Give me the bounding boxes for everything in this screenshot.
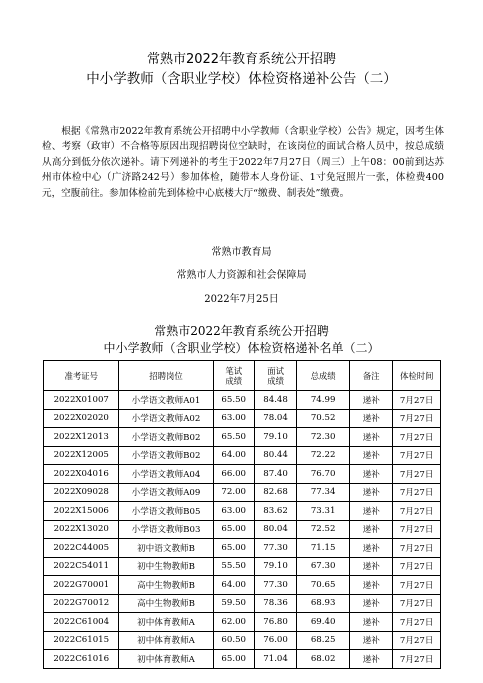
cell-time: 7月27日 <box>393 391 441 410</box>
header-written-line1: 笔试 <box>225 365 243 376</box>
cell-written: 65.00 <box>213 520 254 539</box>
cell-post: 小学语文教师B03 <box>119 520 213 539</box>
cell-id: 2022X04016 <box>44 465 119 484</box>
cell-total: 72.52 <box>297 520 350 539</box>
cell-id: 2022C61016 <box>44 650 119 669</box>
table-row <box>44 520 441 539</box>
cell-id: 2022C44005 <box>44 539 119 558</box>
cell-total: 72.22 <box>297 446 350 465</box>
cell-time: 7月27日 <box>393 465 441 484</box>
header-total: 总成绩 <box>297 361 350 391</box>
cell-total: 77.34 <box>297 483 350 502</box>
signature-org-hr: 常熟市人力资源和社会保障局 <box>176 270 307 281</box>
cell-total: 68.25 <box>297 631 350 650</box>
cell-written: 62.00 <box>213 613 254 632</box>
cell-post: 初中体育教师A <box>119 631 213 650</box>
cell-id: 2022X12005 <box>44 446 119 465</box>
table-row <box>44 594 441 613</box>
cell-time: 7月27日 <box>393 594 441 613</box>
cell-time: 7月27日 <box>393 613 441 632</box>
signature-org-education: 常熟市教育局 <box>211 247 272 258</box>
cell-written: 60.50 <box>213 631 254 650</box>
cell-interview: 87.40 <box>254 465 296 484</box>
cell-note: 递补 <box>349 520 392 539</box>
cell-interview: 77.30 <box>254 539 296 558</box>
cell-post: 高中生物教师B <box>119 594 213 613</box>
cell-post: 高中生物教师B <box>119 576 213 595</box>
cell-time: 7月27日 <box>393 483 441 502</box>
header-post: 招聘岗位 <box>119 361 213 391</box>
cell-written: 59.50 <box>213 594 254 613</box>
candidate-table <box>43 360 441 669</box>
cell-id: 2022X01007 <box>44 391 119 410</box>
cell-note: 递补 <box>349 446 392 465</box>
cell-time: 7月27日 <box>393 650 441 669</box>
cell-interview: 83.62 <box>254 502 296 521</box>
cell-id: 2022C54011 <box>44 557 119 576</box>
cell-id: 2022X09028 <box>44 483 119 502</box>
cell-note: 递补 <box>349 576 392 595</box>
cell-note: 递补 <box>349 613 392 632</box>
table-row <box>44 502 441 521</box>
table-row <box>44 613 441 632</box>
cell-time: 7月27日 <box>393 428 441 447</box>
table-row <box>44 539 441 558</box>
cell-written: 65.50 <box>213 391 254 410</box>
cell-note: 递补 <box>349 650 392 669</box>
cell-note: 递补 <box>349 539 392 558</box>
cell-post: 小学语文教师B02 <box>119 428 213 447</box>
table-row <box>44 428 441 447</box>
cell-total: 74.99 <box>297 391 350 410</box>
cell-interview: 82.68 <box>254 483 296 502</box>
cell-time: 7月27日 <box>393 520 441 539</box>
cell-total: 67.30 <box>297 557 350 576</box>
header-time: 体检时间 <box>393 361 441 391</box>
announcement-paragraph: 根据《常熟市2022年教育系统公开招聘中小学教师（含职业学校）公告》规定，因考生体检、考察（政审）不合格等原因出现招聘岗位空缺时，在该岗位的面试合格人员中，按总成绩从高分到低分依次递补。请下列递补的考生于2022年7月27日（周三）上午08：00前到达苏州市体检中心（广济路242号）参加体检，随带本人身份证、1寸免冠照片一张，体检费400元，空腹前往。参加体检前先到体检中心底楼大厅“缴费、制表处”缴费。 <box>42 126 444 199</box>
cell-post: 初中体育教师A <box>119 650 213 669</box>
cell-written: 65.50 <box>213 428 254 447</box>
cell-interview: 78.04 <box>254 409 296 428</box>
cell-time: 7月27日 <box>393 409 441 428</box>
cell-note: 递补 <box>349 557 392 576</box>
cell-written: 65.00 <box>213 539 254 558</box>
table-row <box>44 465 441 484</box>
cell-written: 64.00 <box>213 446 254 465</box>
table-row <box>44 391 441 410</box>
table-title-line1: 常熟市2022年教育系统公开招聘 <box>154 324 329 338</box>
cell-post: 小学语文教师B02 <box>119 446 213 465</box>
table-body <box>44 391 441 669</box>
table-row <box>44 557 441 576</box>
cell-note: 递补 <box>349 594 392 613</box>
cell-id: 2022G70001 <box>44 576 119 595</box>
cell-time: 7月27日 <box>393 576 441 595</box>
cell-interview: 76.80 <box>254 613 296 632</box>
cell-note: 递补 <box>349 391 392 410</box>
table-row <box>44 446 441 465</box>
cell-written: 65.00 <box>213 650 254 669</box>
table-row <box>44 631 441 650</box>
header-written <box>213 361 254 391</box>
table-row <box>44 483 441 502</box>
cell-time: 7月27日 <box>393 539 441 558</box>
cell-total: 72.30 <box>297 428 350 447</box>
table-row <box>44 576 441 595</box>
cell-post: 小学语文教师B05 <box>119 502 213 521</box>
cell-note: 递补 <box>349 428 392 447</box>
cell-id: 2022C61015 <box>44 631 119 650</box>
cell-id: 2022C61004 <box>44 613 119 632</box>
cell-interview: 76.00 <box>254 631 296 650</box>
cell-post: 初中体育教师A <box>119 613 213 632</box>
cell-note: 递补 <box>349 483 392 502</box>
cell-total: 68.02 <box>297 650 350 669</box>
signature-date: 2022年7月25日 <box>204 294 279 305</box>
cell-time: 7月27日 <box>393 631 441 650</box>
cell-total: 71.15 <box>297 539 350 558</box>
cell-post: 小学语文教师A02 <box>119 409 213 428</box>
table-header-row <box>44 361 441 391</box>
cell-written: 63.00 <box>213 502 254 521</box>
cell-total: 70.52 <box>297 409 350 428</box>
header-interview-line1: 面试 <box>267 365 284 376</box>
cell-post: 初中生物教师B <box>119 557 213 576</box>
cell-id: 2022G70012 <box>44 594 119 613</box>
cell-post: 小学语文教师A09 <box>119 483 213 502</box>
cell-post: 小学语文教师A04 <box>119 465 213 484</box>
cell-written: 66.00 <box>213 465 254 484</box>
cell-interview: 77.30 <box>254 576 296 595</box>
header-interview-line2: 成绩 <box>267 375 284 386</box>
cell-note: 递补 <box>349 631 392 650</box>
cell-time: 7月27日 <box>393 557 441 576</box>
cell-interview: 80.44 <box>254 446 296 465</box>
cell-time: 7月27日 <box>393 446 441 465</box>
page-title-line1: 常熟市2022年教育系统公开招聘 <box>146 52 337 67</box>
cell-time: 7月27日 <box>393 502 441 521</box>
cell-written: 72.00 <box>213 483 254 502</box>
cell-interview: 78.36 <box>254 594 296 613</box>
table-title-line2: 中小学教师（含职业学校）体检资格递补名单（二） <box>103 341 380 355</box>
table-row <box>44 650 441 669</box>
cell-note: 递补 <box>349 465 392 484</box>
cell-interview: 71.04 <box>254 650 296 669</box>
cell-written: 64.00 <box>213 576 254 595</box>
header-note: 备注 <box>349 361 392 391</box>
cell-total: 69.40 <box>297 613 350 632</box>
cell-total: 68.93 <box>297 594 350 613</box>
cell-written: 55.50 <box>213 557 254 576</box>
cell-note: 递补 <box>349 502 392 521</box>
cell-id: 2022X15006 <box>44 502 119 521</box>
cell-total: 73.31 <box>297 502 350 521</box>
cell-id: 2022X13020 <box>44 520 119 539</box>
header-id: 准考证号 <box>44 361 119 391</box>
cell-interview: 84.48 <box>254 391 296 410</box>
cell-post: 初中语文教师B <box>119 539 213 558</box>
cell-total: 76.70 <box>297 465 350 484</box>
cell-note: 递补 <box>349 409 392 428</box>
cell-interview: 79.10 <box>254 428 296 447</box>
header-interview <box>254 361 296 391</box>
cell-id: 2022X02020 <box>44 409 119 428</box>
table-row <box>44 409 441 428</box>
page-title-line2: 中小学教师（含职业学校）体检资格递补公告（二） <box>86 71 397 87</box>
cell-total: 70.65 <box>297 576 350 595</box>
header-written-line2: 成绩 <box>225 375 243 386</box>
cell-interview: 80.04 <box>254 520 296 539</box>
cell-written: 63.00 <box>213 409 254 428</box>
cell-interview: 79.10 <box>254 557 296 576</box>
cell-id: 2022X12013 <box>44 428 119 447</box>
cell-post: 小学语文教师A01 <box>119 391 213 410</box>
